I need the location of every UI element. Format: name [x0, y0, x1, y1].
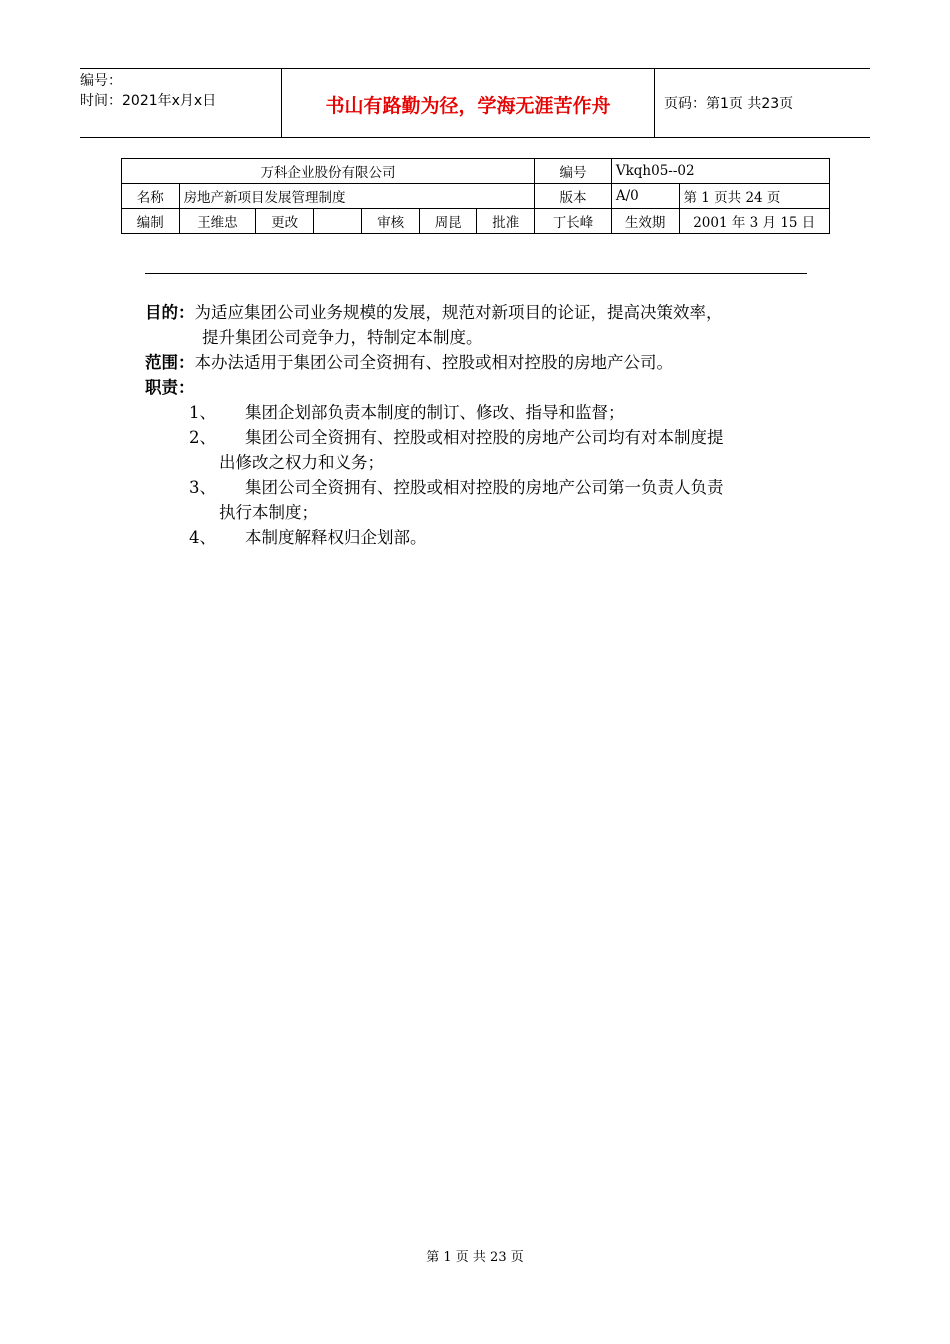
header-left-cell: [80, 69, 280, 139]
list-item-text: 集团企划部负责本制度的制订、修改、指导和监督；: [245, 403, 625, 422]
author-value: 王维忠: [179, 209, 256, 234]
list-item-text: 集团公司全资拥有、控股或相对控股的房地产公司均有对本制度提: [245, 428, 724, 447]
list-item: [145, 475, 815, 500]
document-body: [145, 300, 815, 550]
list-item-number: 4、: [189, 528, 216, 547]
purpose-continuation: 提升集团公司竞争力，特制定本制度。: [202, 328, 483, 347]
modify-value: [313, 209, 361, 234]
document-header: [80, 68, 870, 138]
list-item-continuation: 出修改之权力和义务；: [219, 453, 384, 472]
list-item-number: 2、: [189, 428, 216, 447]
approve-value: 丁长峰: [535, 209, 612, 234]
horizontal-divider: [145, 273, 807, 274]
purpose-text: 为适应集团公司业务规模的发展，规范对新项目的论证，提高决策效率，: [194, 303, 723, 322]
page-info: 页码：第1页 共23页: [664, 96, 794, 112]
purpose-paragraph: [145, 300, 815, 325]
table-row: [122, 184, 830, 209]
purpose-label: 目的：: [145, 303, 195, 322]
page-footer: 第 1 页 共 23 页: [426, 1250, 524, 1265]
effective-label: 生效期: [611, 209, 679, 234]
document-info-table: [121, 158, 830, 234]
scope-label: 范围：: [145, 353, 195, 372]
scope-text: 本办法适用于集团公司全资拥有、控股或相对控股的房地产公司。: [194, 353, 673, 372]
number-label: 编号：: [80, 73, 122, 89]
version-value: A/0: [611, 184, 679, 209]
code-label: 编号: [535, 159, 612, 184]
time-label: 时间：2021年x月x日: [80, 93, 217, 109]
list-item-number: 3、: [189, 478, 216, 497]
name-value: 房地产新项目发展管理制度: [179, 184, 535, 209]
list-item-text: 集团公司全资拥有、控股或相对控股的房地产公司第一负责人负责: [245, 478, 724, 497]
scope-paragraph: [145, 350, 815, 375]
effective-value: 2001 年 3 月 15 日: [679, 209, 830, 234]
company-name: 万科企业股份有限公司: [122, 159, 535, 184]
author-label: 编制: [122, 209, 180, 234]
header-slogan-cell: [281, 69, 655, 137]
table-row: [122, 209, 830, 234]
list-item: [145, 425, 815, 450]
approve-label: 批准: [477, 209, 535, 234]
code-value: Vkqh05--02: [611, 159, 829, 184]
list-item: [145, 400, 815, 425]
slogan: 书山有路勤为径，学海无涯苦作舟: [325, 95, 611, 117]
list-item-continuation: 执行本制度；: [219, 503, 318, 522]
duty-label: 职责：: [145, 378, 195, 397]
review-label: 审核: [362, 209, 420, 234]
name-label: 名称: [122, 184, 180, 209]
page-value: 第 1 页共 24 页: [679, 184, 830, 209]
review-value: 周昆: [419, 209, 477, 234]
list-item: [145, 525, 815, 550]
modify-label: 更改: [256, 209, 314, 234]
version-label: 版本: [535, 184, 612, 209]
list-item-text: 本制度解释权归企划部。: [245, 528, 427, 547]
list-item-number: 1、: [189, 403, 216, 422]
table-row: [122, 159, 830, 184]
